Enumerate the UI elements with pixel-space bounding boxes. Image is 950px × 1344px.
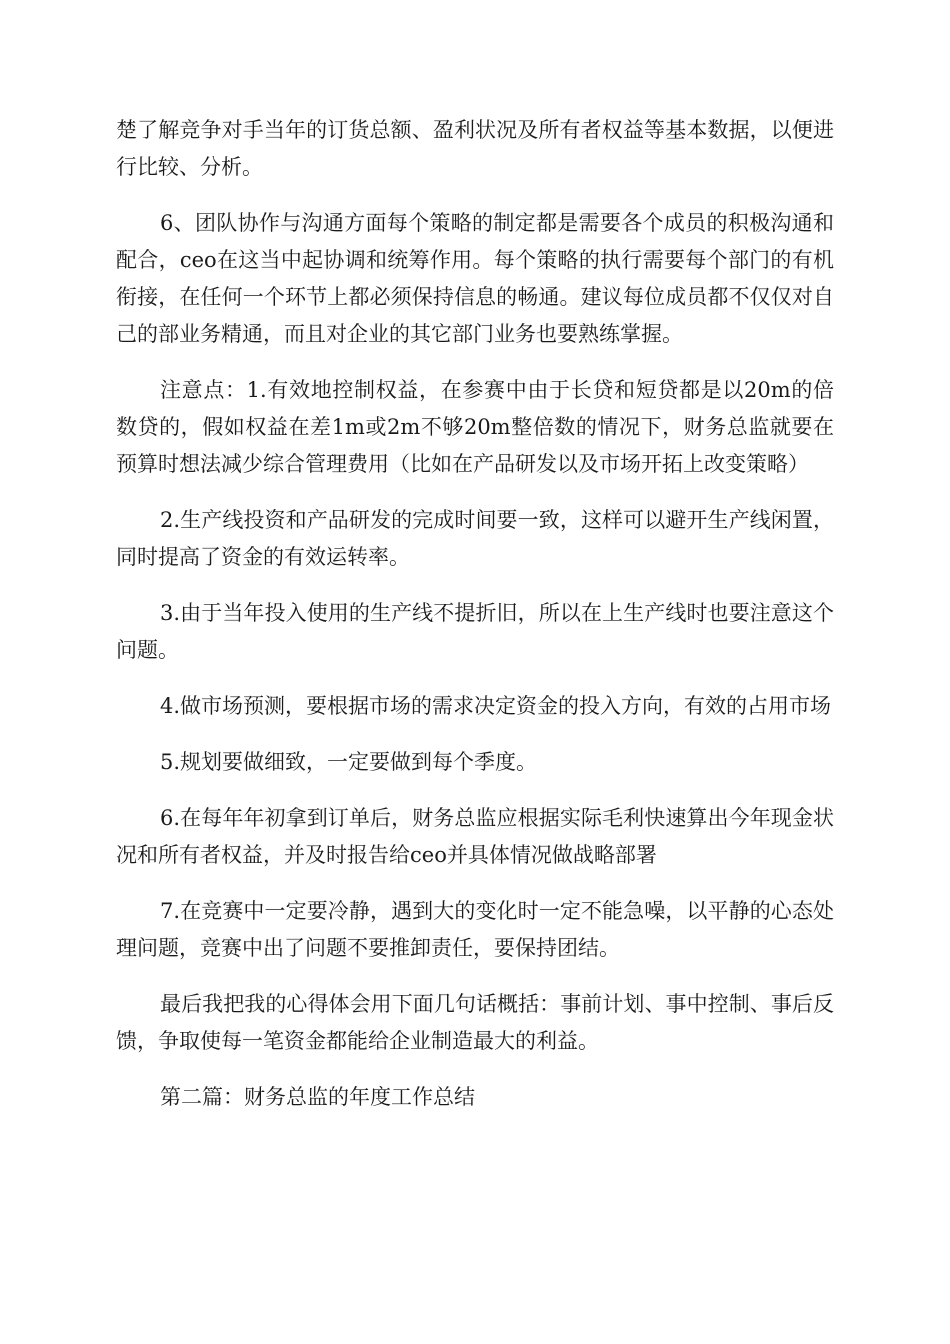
paragraph-notes-4: 4.做市场预测，要根据市场的需求决定资金的投入方向，有效的占用市场 bbox=[160, 694, 832, 718]
paragraph-teamwork: 6、团队协作与沟通方面每个策略的制定都是需要各个成员的积极沟通和配合，ceo在这当中起协调和统筹作用。每个策略的执行需要每个部门的有机衔接，在任何一个环节上都必须保持信息的畅通。建议每位成员都不仅仅对自己的部业务精通，而且对企业的其它部门业务也要熟练掌握。 bbox=[116, 211, 834, 346]
paragraph-notes-7: 7.在竞赛中一定要冷静，遇到大的变化时一定不能急噪，以平静的心态处理问题，竞赛中出了问题不要推卸责任，要保持团结。 bbox=[116, 899, 834, 960]
document-body bbox=[116, 112, 834, 1135]
paragraph-notes-5: 5.规划要做细致，一定要做到每个季度。 bbox=[160, 750, 538, 774]
paragraph-notes-1: 注意点：1.有效地控制权益，在参赛中由于长贷和短贷都是以20m的倍数贷的，假如权益在差1m或2m不够20m整倍数的情况下，财务总监就要在预算时想法减少综合管理费用（比如在产品研发以及市场开拓上改变策略） bbox=[116, 378, 834, 476]
section-heading: 第二篇：财务总监的年度工作总结 bbox=[160, 1085, 475, 1109]
paragraph-notes-2: 2.生产线投资和产品研发的完成时间要一致，这样可以避开生产线闲置，同时提高了资金的有效运转率。 bbox=[116, 508, 834, 569]
paragraph-summary: 最后我把我的心得体会用下面几句话概括：事前计划、事中控制、事后反馈，争取使每一笔资金都能给企业制造最大的利益。 bbox=[116, 992, 834, 1053]
paragraph-continuation: 楚了解竞争对手当年的订货总额、盈利状况及所有者权益等基本数据，以便进行比较、分析。 bbox=[116, 118, 834, 179]
paragraph-notes-3: 3.由于当年投入使用的生产线不提折旧，所以在上生产线时也要注意这个问题。 bbox=[116, 601, 834, 662]
paragraph-notes-6: 6.在每年年初拿到订单后，财务总监应根据实际毛利快速算出今年现金状况和所有者权益，并及时报告给ceo并具体情况做战略部署 bbox=[116, 806, 834, 867]
